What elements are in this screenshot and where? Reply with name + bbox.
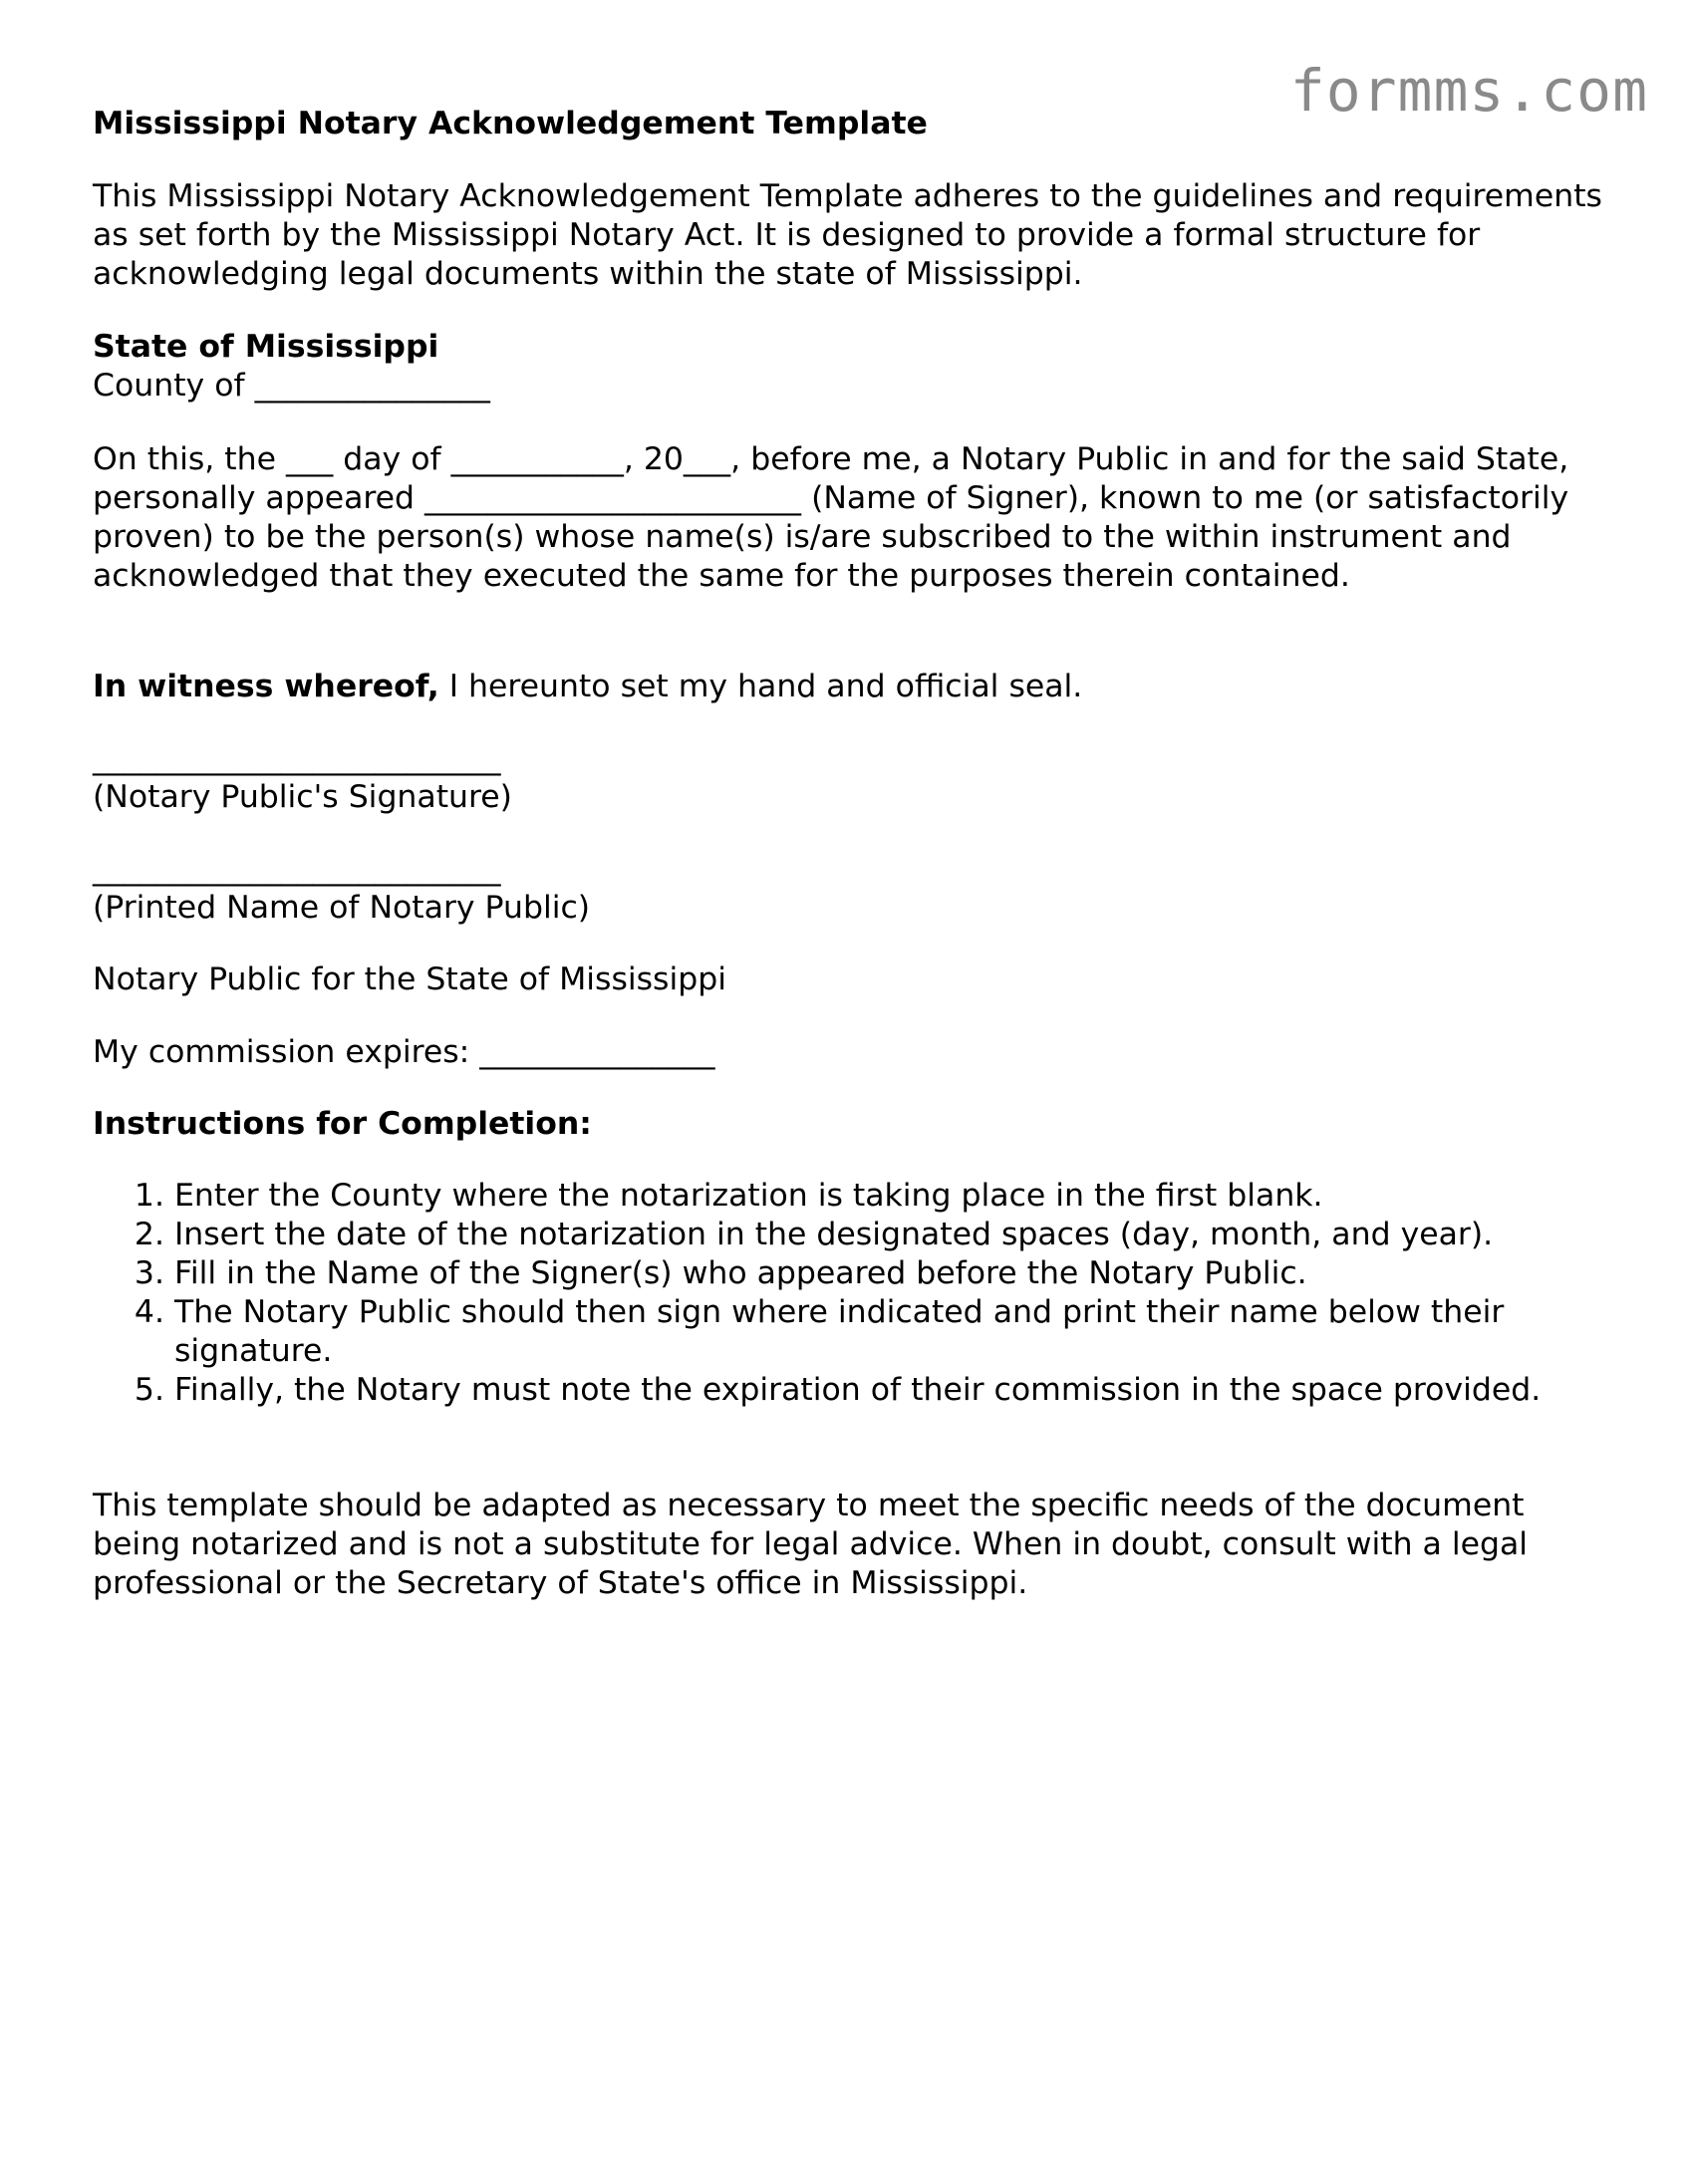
- instructions-list-wrapper: [93, 1177, 1607, 1410]
- witness-clause-bold: In witness whereof,: [93, 669, 439, 704]
- notary-state-line: Notary Public for the State of Mississippi: [93, 961, 726, 997]
- intro-paragraph: This Mississippi Notary Acknowledgement Template adheres to the guidelines and requirements as set forth by the Mississippi Notary Act. It is designed to provide a formal structure for acknowledging legal documents within the state of Mississippi.: [93, 178, 1602, 292]
- instruction-item: 2. Insert the date of the notarization in the designated spaces (day, month, and year).: [174, 1216, 1607, 1254]
- signature-line: __________________________: [93, 740, 501, 776]
- disclaimer-paragraph: This template should be adapted as necessary to meet the specific needs of the document being notarized and is not a substitute for legal advice. When in doubt, consult with a legal professional or the Secretary of State's office in Mississippi.: [93, 1488, 1529, 1601]
- instruction-item: 4. The Notary Public should then sign where indicated and print their name below their signature.: [174, 1293, 1607, 1371]
- instructions-list: [93, 1177, 1607, 1410]
- witness-clause: [93, 668, 1607, 706]
- instruction-item: 3. Fill in the Name of the Signer(s) who appeared before the Notary Public.: [174, 1254, 1607, 1293]
- watermark: formms.com: [1289, 57, 1648, 125]
- acknowledgement-paragraph: On this, the ___ day of ___________, 20___, before me, a Notary Public in and for the said State, personally appeared ________________________ (Name of Signer), known to me (or satisfactorily proven) to be the person(s) whose name(s) is/are subscribed to the within instrument and acknowledged that they executed the same for the purposes therein contained.: [93, 441, 1569, 594]
- document-title: Mississippi Notary Acknowledgement Template: [93, 106, 928, 141]
- instructions-heading: Instructions for Completion:: [93, 1106, 592, 1142]
- instruction-item: 5. Finally, the Notary must note the expiration of their commission in the space provided.: [174, 1371, 1607, 1410]
- venue-county: County of _______________: [93, 368, 490, 404]
- signature-label: (Notary Public's Signature): [93, 779, 512, 815]
- witness-clause-rest: I hereunto set my hand and official seal.: [438, 669, 1083, 704]
- commission-expires: My commission expires: _______________: [93, 1034, 715, 1070]
- printed-name-line: __________________________: [93, 851, 501, 887]
- printed-name-label: (Printed Name of Notary Public): [93, 890, 591, 926]
- venue-state: State of Mississippi: [93, 329, 439, 365]
- instruction-item: 1. Enter the County where the notarization is taking place in the first blank.: [174, 1177, 1607, 1216]
